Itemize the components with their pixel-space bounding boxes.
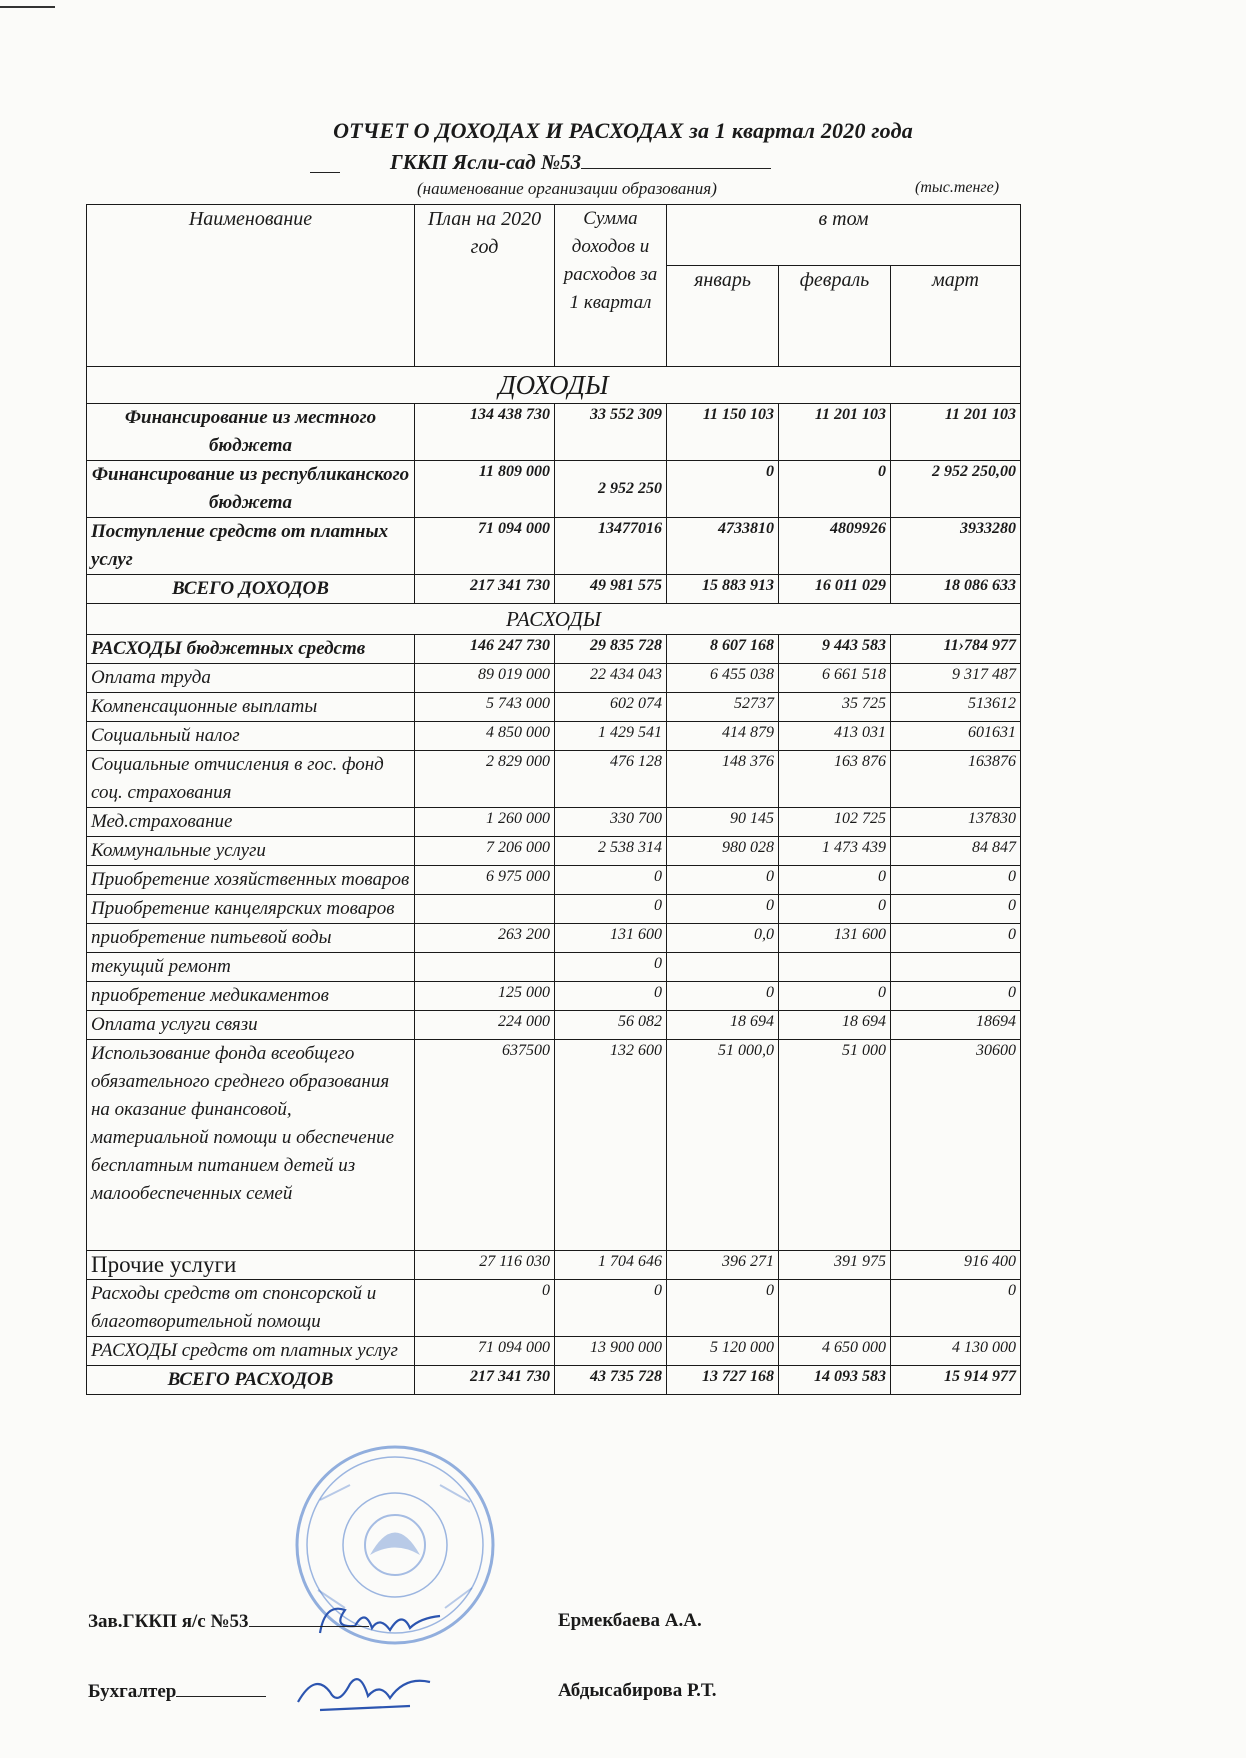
- income-row: [87, 404, 1021, 461]
- row-label: Поступление средств от платных услуг: [87, 518, 415, 575]
- cell-sum: 22 434 043: [555, 664, 667, 693]
- cell-plan: 5 743 000: [415, 693, 555, 722]
- cell-plan: 6 975 000: [415, 866, 555, 895]
- expense-total-row: [87, 1366, 1021, 1395]
- cell-mar: 0: [891, 1280, 1021, 1337]
- cell-plan: 27 116 030: [415, 1251, 555, 1280]
- row-label: Приобретение хозяйственных товаров: [87, 866, 415, 895]
- row-label: Оплата труда: [87, 664, 415, 693]
- cell-jan: 51 000,0: [667, 1040, 779, 1251]
- cell-feb: 11 201 103: [779, 404, 891, 461]
- cell-mar: 137830: [891, 808, 1021, 837]
- cell-feb: 163 876: [779, 751, 891, 808]
- row-label: РАСХОДЫ бюджетных средств: [87, 635, 415, 664]
- cell-jan: 8 607 168: [667, 635, 779, 664]
- cell-plan: 11 809 000: [415, 461, 555, 518]
- expense-row: [87, 982, 1021, 1011]
- income-total-row: [87, 575, 1021, 604]
- cell-plan: 263 200: [415, 924, 555, 953]
- cell-feb: 391 975: [779, 1251, 891, 1280]
- income-rows: [87, 404, 1021, 575]
- cell-plan: 7 206 000: [415, 837, 555, 866]
- cell-jan: 90 145: [667, 808, 779, 837]
- header-month-jan: январь: [667, 266, 779, 367]
- cell-mar: 0: [891, 982, 1021, 1011]
- unit-label: (тыс.тенге): [915, 179, 1000, 196]
- organization-name: ГККП Ясли-сад №53: [390, 150, 771, 175]
- cell-mar: [891, 953, 1021, 982]
- cell-mar: 2 952 250,00: [891, 461, 1021, 518]
- head-name: Ермекбаева А.А.: [558, 1610, 702, 1631]
- cell-feb: 102 725: [779, 808, 891, 837]
- cell-feb: 51 000: [779, 1040, 891, 1251]
- cell-mar: 163876: [891, 751, 1021, 808]
- cell-jan: 0,0: [667, 924, 779, 953]
- cell-sum: 476 128: [555, 751, 667, 808]
- cell-feb: 1 473 439: [779, 837, 891, 866]
- cell-plan: [415, 953, 555, 982]
- cell-jan: 11 150 103: [667, 404, 779, 461]
- report-title: ОТЧЕТ О ДОХОДАХ И РАСХОДАХ за 1 квартал 2020 года: [333, 118, 913, 143]
- cell-mar: 4 130 000: [891, 1337, 1021, 1366]
- cell-sum: 29 835 728: [555, 635, 667, 664]
- expense-total: [87, 1366, 1021, 1395]
- expense-row: [87, 664, 1021, 693]
- cell-mar: 9 317 487: [891, 664, 1021, 693]
- expense-rows: [87, 635, 1021, 1366]
- cell-feb: 9 443 583: [779, 635, 891, 664]
- cell-feb: 0: [779, 461, 891, 518]
- cell-jan: 148 376: [667, 751, 779, 808]
- cell-jan: [667, 953, 779, 982]
- cell-jan: 396 271: [667, 1251, 779, 1280]
- cell-mar: 18 086 633: [891, 575, 1021, 604]
- cell-plan: 146 247 730: [415, 635, 555, 664]
- row-label: текущий ремонт: [87, 953, 415, 982]
- cell-sum: 132 600: [555, 1040, 667, 1251]
- row-label: Компенсационные выплаты: [87, 693, 415, 722]
- cell-sum: 0: [555, 895, 667, 924]
- expense-row: [87, 1337, 1021, 1366]
- cell-feb: 0: [779, 866, 891, 895]
- cell-mar: 30600: [891, 1040, 1021, 1251]
- cell-mar: 11 201 103: [891, 404, 1021, 461]
- expense-row: [87, 866, 1021, 895]
- cell-feb: 4 650 000: [779, 1337, 891, 1366]
- cell-plan: 125 000: [415, 982, 555, 1011]
- row-label: Мед.страхование: [87, 808, 415, 837]
- row-label: приобретение питьевой воды: [87, 924, 415, 953]
- cell-plan: 4 850 000: [415, 722, 555, 751]
- cell-sum: 1 704 646: [555, 1251, 667, 1280]
- cell-feb: [779, 1280, 891, 1337]
- cell-feb: 14 093 583: [779, 1366, 891, 1395]
- cell-jan: 0: [667, 461, 779, 518]
- expense-row: [87, 635, 1021, 664]
- row-label: Использование фонда всеобщего обязательного среднего образования на оказание финансовой, материальной помощи и обеспечение бесплатным питанием детей из малообеспеченных семей: [87, 1040, 415, 1251]
- row-label: ВСЕГО РАСХОДОВ: [87, 1366, 415, 1395]
- row-label: Приобретение канцелярских товаров: [87, 895, 415, 924]
- header-month-mar: март: [891, 266, 1021, 367]
- scan-mark: [0, 6, 55, 8]
- cell-jan: 18 694: [667, 1011, 779, 1040]
- row-label: Прочие услуги: [87, 1251, 415, 1280]
- row-label: Финансирование из республиканского бюджета: [87, 461, 415, 518]
- cell-sum: 33 552 309: [555, 404, 667, 461]
- cell-jan: 15 883 913: [667, 575, 779, 604]
- cell-sum: 13477016: [555, 518, 667, 575]
- income-total: [87, 575, 1021, 604]
- cell-sum: 602 074: [555, 693, 667, 722]
- cell-mar: 0: [891, 866, 1021, 895]
- cell-feb: 16 011 029: [779, 575, 891, 604]
- cell-feb: 0: [779, 895, 891, 924]
- cell-feb: [779, 953, 891, 982]
- row-label: ВСЕГО ДОХОДОВ: [87, 575, 415, 604]
- income-section-title: ДОХОДЫ: [87, 367, 1021, 404]
- expense-row: [87, 751, 1021, 808]
- cell-sum: 131 600: [555, 924, 667, 953]
- cell-plan: 217 341 730: [415, 1366, 555, 1395]
- cell-feb: 35 725: [779, 693, 891, 722]
- row-label: Социальный налог: [87, 722, 415, 751]
- income-row: [87, 461, 1021, 518]
- cell-plan: 217 341 730: [415, 575, 555, 604]
- cell-sum: 0: [555, 953, 667, 982]
- expense-row: [87, 924, 1021, 953]
- expense-row: [87, 722, 1021, 751]
- cell-plan: 0: [415, 1280, 555, 1337]
- cell-mar: 3933280: [891, 518, 1021, 575]
- cell-feb: 18 694: [779, 1011, 891, 1040]
- cell-jan: 980 028: [667, 837, 779, 866]
- accountant-signature-label: Бухгалтер: [88, 1680, 266, 1703]
- header-plan: План на 2020 год: [415, 205, 555, 367]
- expense-section-title: РАСХОДЫ: [87, 604, 1021, 635]
- cell-jan: 5 120 000: [667, 1337, 779, 1366]
- cell-feb: 4809926: [779, 518, 891, 575]
- expense-row: [87, 1011, 1021, 1040]
- accountant-name: Абдысабирова Р.Т.: [558, 1680, 717, 1701]
- row-label: Оплата услуги связи: [87, 1011, 415, 1040]
- cell-sum: 13 900 000: [555, 1337, 667, 1366]
- cell-sum: 49 981 575: [555, 575, 667, 604]
- cell-sum: 2 538 314: [555, 837, 667, 866]
- title-dash: [310, 172, 340, 173]
- cell-plan: 71 094 000: [415, 1337, 555, 1366]
- income-row: [87, 518, 1021, 575]
- cell-sum: 0: [555, 1280, 667, 1337]
- cell-mar: 18694: [891, 1011, 1021, 1040]
- cell-plan: 637500: [415, 1040, 555, 1251]
- cell-mar: 0: [891, 895, 1021, 924]
- expense-row: [87, 953, 1021, 982]
- cell-feb: 0: [779, 982, 891, 1011]
- expense-section-row: [87, 604, 1021, 635]
- row-label: РАСХОДЫ средств от платных услуг: [87, 1337, 415, 1366]
- cell-jan: 13 727 168: [667, 1366, 779, 1395]
- cell-sum: 43 735 728: [555, 1366, 667, 1395]
- cell-plan: 134 438 730: [415, 404, 555, 461]
- expense-row: [87, 1251, 1021, 1280]
- cell-jan: 414 879: [667, 722, 779, 751]
- expense-row: [87, 1040, 1021, 1251]
- header-row: [87, 205, 1021, 266]
- row-label: Социальные отчисления в гос. фонд соц. страхования: [87, 751, 415, 808]
- cell-plan: 224 000: [415, 1011, 555, 1040]
- header-name: Наименование: [87, 205, 415, 367]
- cell-feb: 131 600: [779, 924, 891, 953]
- cell-jan: 52737: [667, 693, 779, 722]
- expense-row: [87, 895, 1021, 924]
- row-label: Расходы средств от спонсорской и благотворительной помощи: [87, 1280, 415, 1337]
- row-label: Финансирование из местного бюджета: [87, 404, 415, 461]
- expense-row: [87, 693, 1021, 722]
- income-section-row: [87, 367, 1021, 404]
- cell-plan: 71 094 000: [415, 518, 555, 575]
- cell-sum: 330 700: [555, 808, 667, 837]
- head-signature-label: Зав.ГККП я/с №53: [88, 1610, 369, 1633]
- cell-mar: 15 914 977: [891, 1366, 1021, 1395]
- cell-plan: 1 260 000: [415, 808, 555, 837]
- cell-jan: 6 455 038: [667, 664, 779, 693]
- cell-feb: 6 661 518: [779, 664, 891, 693]
- cell-jan: 4733810: [667, 518, 779, 575]
- expense-row: [87, 1280, 1021, 1337]
- accountant-signature: [290, 1662, 440, 1717]
- cell-feb: 413 031: [779, 722, 891, 751]
- report-table: [86, 204, 1021, 1395]
- cell-mar: 601631: [891, 722, 1021, 751]
- cell-mar: 0: [891, 924, 1021, 953]
- row-label: Коммунальные услуги: [87, 837, 415, 866]
- cell-plan: [415, 895, 555, 924]
- cell-jan: 0: [667, 1280, 779, 1337]
- cell-mar: 513612: [891, 693, 1021, 722]
- cell-plan: 2 829 000: [415, 751, 555, 808]
- cell-jan: 0: [667, 866, 779, 895]
- cell-sum: 0: [555, 866, 667, 895]
- cell-sum: 0: [555, 982, 667, 1011]
- cell-plan: 89 019 000: [415, 664, 555, 693]
- row-label: приобретение медикаментов: [87, 982, 415, 1011]
- cell-sum: 56 082: [555, 1011, 667, 1040]
- cell-mar: 916 400: [891, 1251, 1021, 1280]
- header-including: в том: [667, 205, 1021, 266]
- header-month-feb: февраль: [779, 266, 891, 367]
- cell-mar: 11›784 977: [891, 635, 1021, 664]
- cell-jan: 0: [667, 982, 779, 1011]
- organization-caption: (наименование организации образования): [417, 179, 717, 198]
- cell-sum: 2 952 250: [555, 461, 667, 518]
- expense-row: [87, 808, 1021, 837]
- cell-mar: 84 847: [891, 837, 1021, 866]
- expense-row: [87, 837, 1021, 866]
- header-sum: Сумма доходов и расходов за 1 квартал: [555, 205, 667, 367]
- cell-sum: 1 429 541: [555, 722, 667, 751]
- cell-jan: 0: [667, 895, 779, 924]
